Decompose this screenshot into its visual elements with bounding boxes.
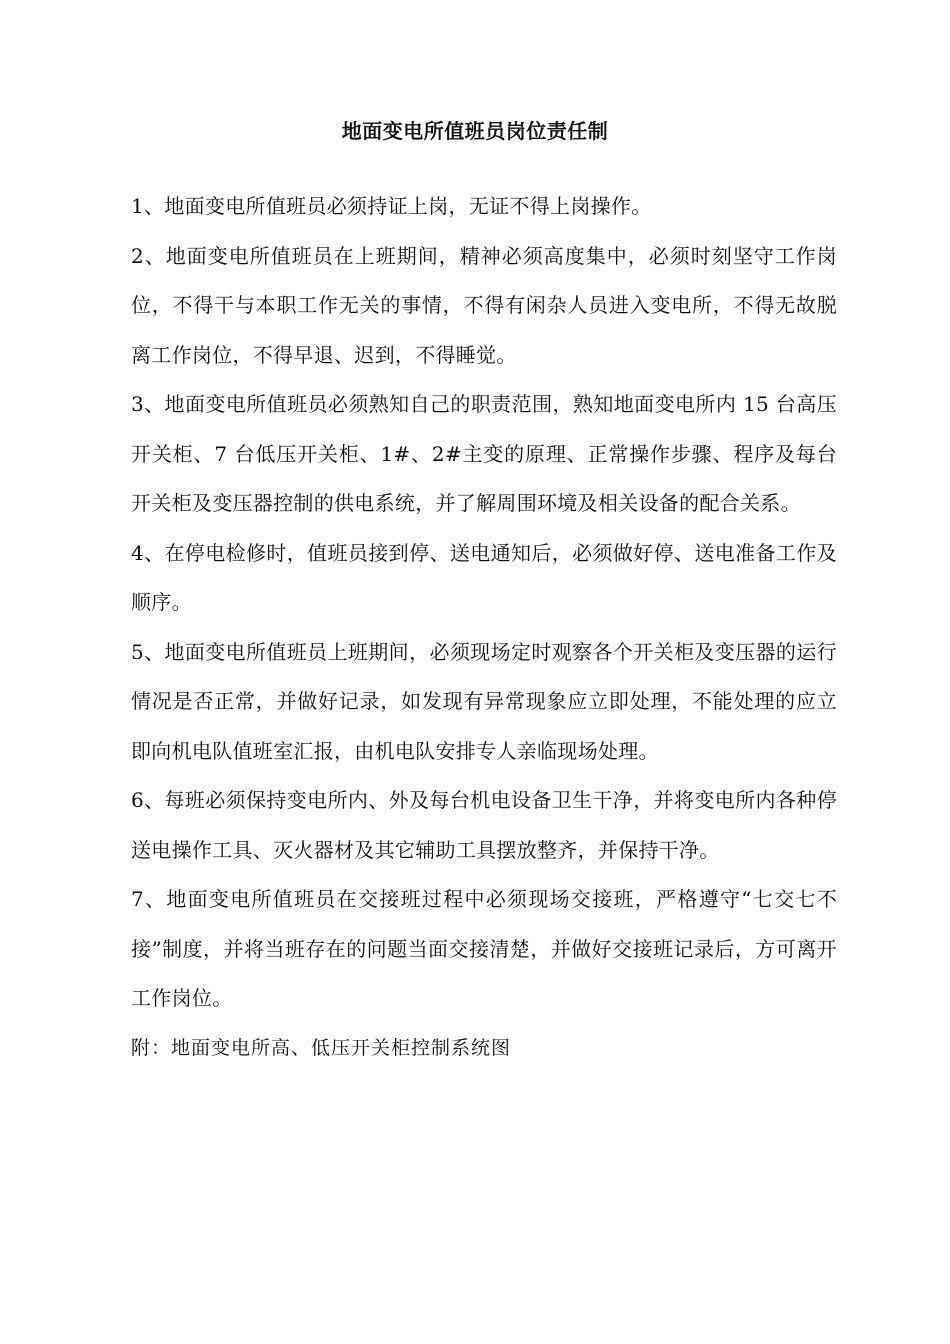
clause-5: 5、地面变电所值班员上班期间，必须现场定时观察各个开关柜及变压器的运行情况是否正常，并做好记录，如发现有异常现象应立即处理，不能处理的应立即向机电队值班室汇报，由机电队安排专人亲临现场处理。 [131, 639, 837, 763]
clause-7: 7、地面变电所值班员在交接班过程中必须现场交接班，严格遵守“七交七不接”制度，并将当班存在的问题当面交接清楚，并做好交接班记录后，方可离开工作岗位。 [131, 887, 837, 1010]
clause-2: 2、地面变电所值班员在上班期间，精神必须高度集中，必须时刻坚守工作岗位，不得干与本职工作无关的事情，不得有闲杂人员进入变电所，不得无故脱离工作岗位，不得早退、迟到，不得睡觉。 [131, 243, 837, 367]
appendix-note: 附：地面变电所高、低压开关柜控制系统图 [131, 1036, 512, 1059]
clause-6: 6、每班必须保持变电所内、外及每台机电设备卫生干净，并将变电所内各种停送电操作工具、灭火器材及其它辅助工具摆放整齐，并保持干净。 [131, 788, 837, 862]
clause-3: 3、地面变电所值班员必须熟知自己的职责范围，熟知地面变电所内 15 台高压开关柜、7 台低压开关柜、1#、2#主变的原理、正常操作步骤、程序及每台开关柜及变压器控制的供电系统，并了解周围环境及相关设备的配合关系。 [131, 392, 837, 515]
clause-1: 1、地面变电所值班员必须持证上岗，无证不得上岗操作。 [131, 194, 652, 218]
document-title: 地面变电所值班员岗位责任制 [341, 119, 609, 143]
clause-4: 4、在停电检修时，值班员接到停、送电通知后，必须做好停、送电准备工作及顺序。 [131, 540, 837, 614]
document-body [131, 182, 837, 1073]
